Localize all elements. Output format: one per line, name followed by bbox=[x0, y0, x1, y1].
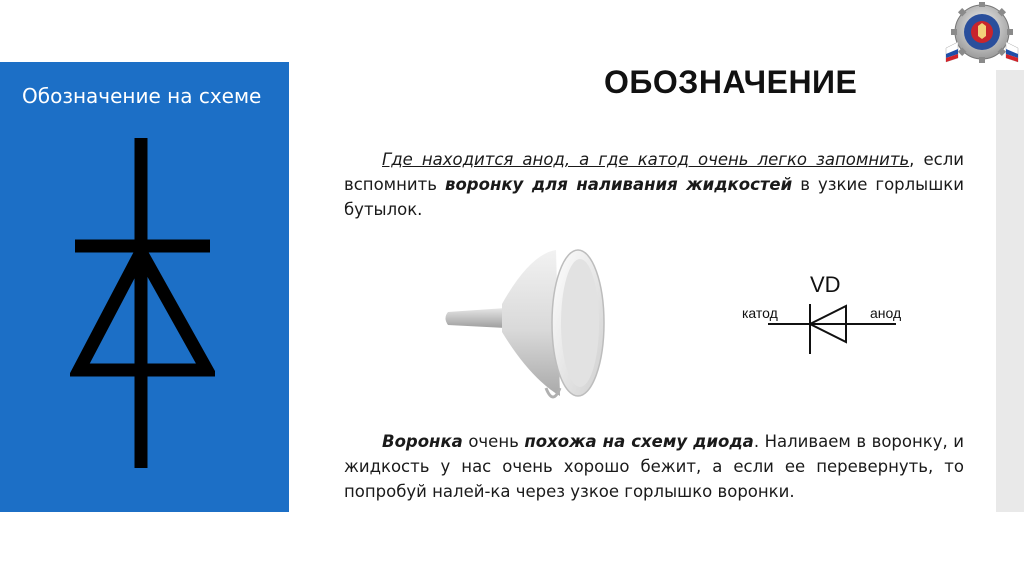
text-segment: очень bbox=[462, 432, 525, 451]
emblem-logo-icon bbox=[944, 2, 1020, 64]
diode-schematic-icon bbox=[736, 268, 916, 360]
emphasis-phrase: похожа на схему диода bbox=[524, 432, 754, 451]
anode-label: анод bbox=[870, 305, 902, 321]
right-side-strip bbox=[996, 70, 1024, 512]
cathode-label: катод bbox=[742, 305, 778, 321]
diode-symbol-icon bbox=[70, 138, 215, 468]
paragraph-intro bbox=[344, 147, 964, 222]
emphasis-phrase: воронку для наливания жидкостей bbox=[445, 175, 793, 194]
page-title: ОБОЗНАЧЕНИЕ bbox=[604, 64, 858, 100]
text-segment: в узкие горлышки бутылок. bbox=[344, 175, 964, 219]
emphasis-word: Воронка bbox=[382, 432, 463, 451]
paragraph-explanation bbox=[344, 429, 964, 504]
symbol-designator: VD bbox=[810, 272, 841, 297]
funnel-image bbox=[440, 246, 608, 410]
text-segment: . Наливаем в воронку, и жидкость у нас очень хорошо бежит, а если ее перевернуть, то попробуй налей-ка через узкое горлышко воронки. bbox=[344, 432, 965, 501]
underlined-phrase: Где находится анод, а где катод очень легко запомнить bbox=[382, 150, 910, 169]
text-segment: , если вспомнить bbox=[344, 150, 965, 194]
panel-title: Обозначение на схеме bbox=[22, 84, 262, 108]
